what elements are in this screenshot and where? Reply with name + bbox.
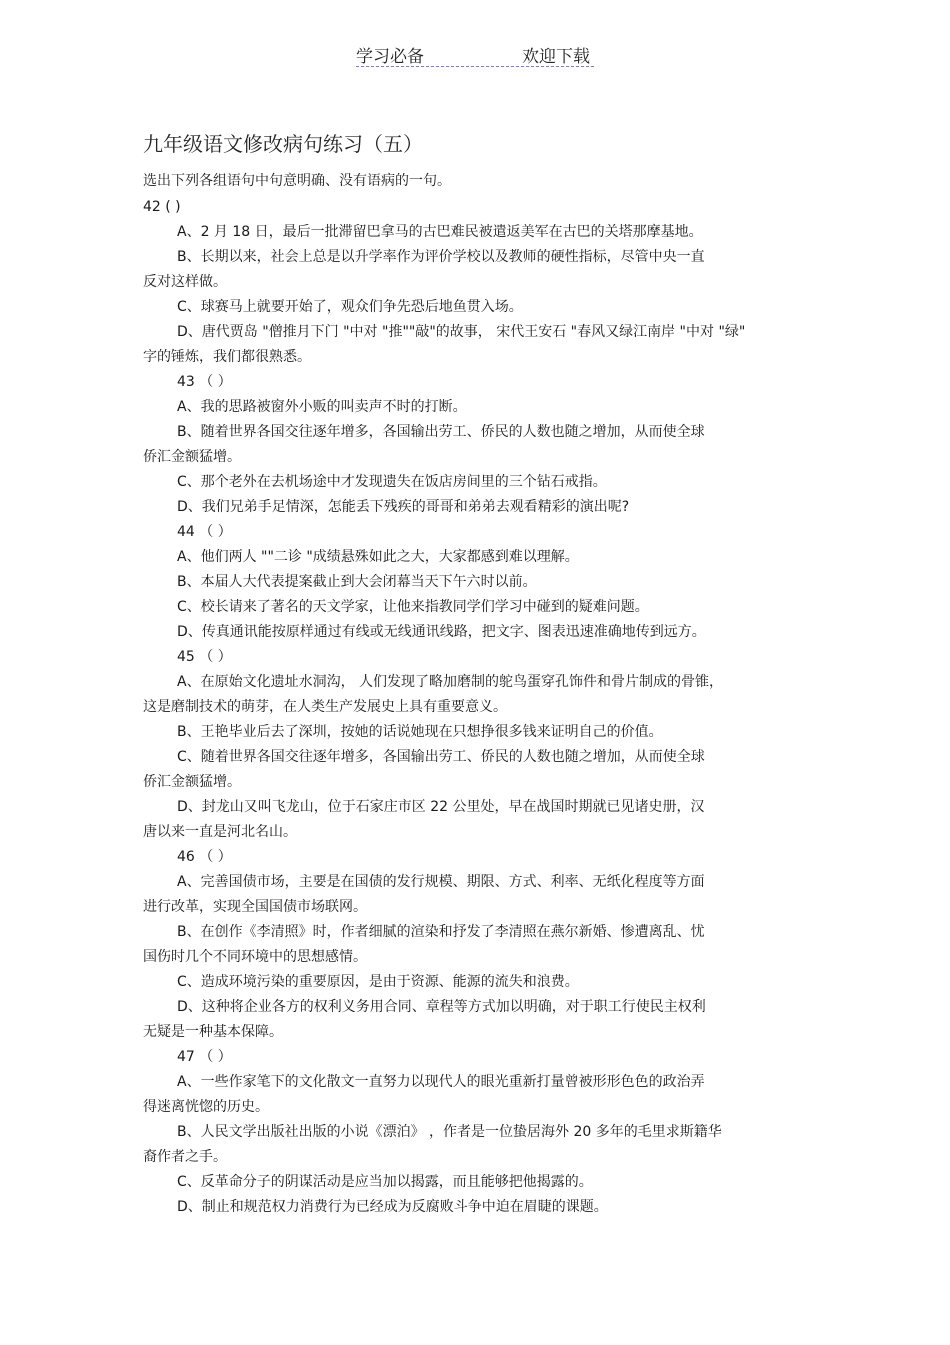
document-title: 九年级语文修改病句练习（五） (143, 132, 423, 156)
text-line: C、球赛马上就要开始了，观众们争先恐后地鱼贯入场。 (177, 299, 523, 315)
text-line: 国伤时几个不同环境中的思想感情。 (143, 949, 367, 965)
text-line: B、本届人大代表提案截止到大会闭幕当天下午六时以前。 (177, 574, 537, 590)
page-header (356, 40, 594, 67)
text-line: C、随着世界各国交往逐年增多，各国输出劳工、侨民的人数也随之增加，从而使全球 (177, 749, 705, 765)
text-line: D、我们兄弟手足情深，怎能丢下残疾的哥哥和弟弟去观看精彩的演出呢? (177, 499, 630, 515)
text-line: C、那个老外在去机场途中才发现遗失在饭店房间里的三个钻石戒指。 (177, 474, 607, 490)
text-line: A、他们两人 ""二诊 "成绩悬殊如此之大，大家都感到难以理解。 (177, 549, 579, 565)
header-left-text: 学习必备 (356, 47, 424, 67)
text-line: D、唐代贾岛 "僧推月下门 "中对 "推""敲"的故事， 宋代王安石 "春风又绿江南岸 "中对 "绿" (177, 324, 746, 340)
text-line: B、随着世界各国交往逐年增多，各国输出劳工、侨民的人数也随之增加，从而使全球 (177, 424, 705, 440)
text-line: D、制止和规范权力消费行为已经成为反腐败斗争中迫在眉睫的课题。 (177, 1199, 608, 1215)
question-list (143, 195, 823, 1220)
text-line: A、一些作家笔下的文化散文一直努力以现代人的眼光重新打量曾被形形色色的政治弄 (177, 1074, 705, 1090)
text-line: C、校长请来了著名的天文学家，让他来指教同学们学习中碰到的疑难问题。 (177, 599, 649, 615)
text-line: 45 （ ） (177, 649, 232, 665)
text-line: 这是磨制技术的萌芽，在人类生产发展史上具有重要意义。 (143, 699, 507, 715)
text-line: B、王艳毕业后去了深圳，按她的话说她现在只想挣很多钱来证明自己的价值。 (177, 724, 663, 740)
text-line: A、2 月 18 日，最后一批滞留巴拿马的古巴难民被遣返美军在古巴的关塔那摩基地。 (177, 224, 703, 240)
text-line: D、封龙山又叫飞龙山，位于石家庄市区 22 公里处，早在战国时期就已见诸史册，汉 (177, 799, 705, 815)
instruction-text: 选出下列各组语句中句意明确、没有语病的一句。 (143, 173, 451, 189)
text-line: 47 （ ） (177, 1049, 232, 1065)
text-line: 唐以来一直是河北名山。 (143, 824, 297, 840)
text-line: 无疑是一种基本保障。 (143, 1024, 283, 1040)
text-line: 46 （ ） (177, 849, 232, 865)
text-line: A、完善国债市场，主要是在国债的发行规模、期限、方式、利率、无纸化程度等方面 (177, 874, 705, 890)
text-line: 侨汇金额猛增。 (143, 449, 241, 465)
text-line: 得迷离恍惚的历史。 (143, 1099, 269, 1115)
text-line: 字的锤炼，我们都很熟悉。 (143, 349, 311, 365)
text-line: 42 ( ) (143, 199, 181, 215)
text-line: B、长期以来，社会上总是以升学率作为评价学校以及教师的硬性指标，尽管中央一直 (177, 249, 705, 265)
text-line: C、造成环境污染的重要原因，是由于资源、能源的流失和浪费。 (177, 974, 579, 990)
text-line: D、这种将企业各方的权利义务用合同、章程等方式加以明确，对于职工行使民主权利 (177, 999, 706, 1015)
text-line: B、在创作《李清照》时，作者细腻的渲染和抒发了李清照在燕尔新婚、惨遭离乱、忧 (177, 924, 705, 940)
text-line: 侨汇金额猛增。 (143, 774, 241, 790)
text-line: 进行改革，实现全国国债市场联网。 (143, 899, 367, 915)
text-line: 44 （ ） (177, 524, 232, 540)
text-line: B、人民文学出版社出版的小说《漂泊》 ，作者是一位蛰居海外 20 多年的毛里求斯籍华 (177, 1124, 722, 1140)
text-line: A、在原始文化遗址水洞沟， 人们发现了略加磨制的鸵鸟蛋穿孔饰件和骨片制成的骨锥， (177, 674, 724, 690)
text-line: 反对这样做。 (143, 274, 227, 290)
text-line: C、反革命分子的阴谋活动是应当加以揭露，而且能够把他揭露的。 (177, 1174, 593, 1190)
text-line: 43 （ ） (177, 374, 232, 390)
text-line: D、传真通讯能按原样通过有线或无线通讯线路，把文字、图表迅速准确地传到远方。 (177, 624, 706, 640)
text-line: 裔作者之手。 (143, 1149, 227, 1165)
header-right-text: 欢迎下载 (522, 47, 590, 67)
text-line: A、我的思路被窗外小贩的叫卖声不时的打断。 (177, 399, 467, 415)
